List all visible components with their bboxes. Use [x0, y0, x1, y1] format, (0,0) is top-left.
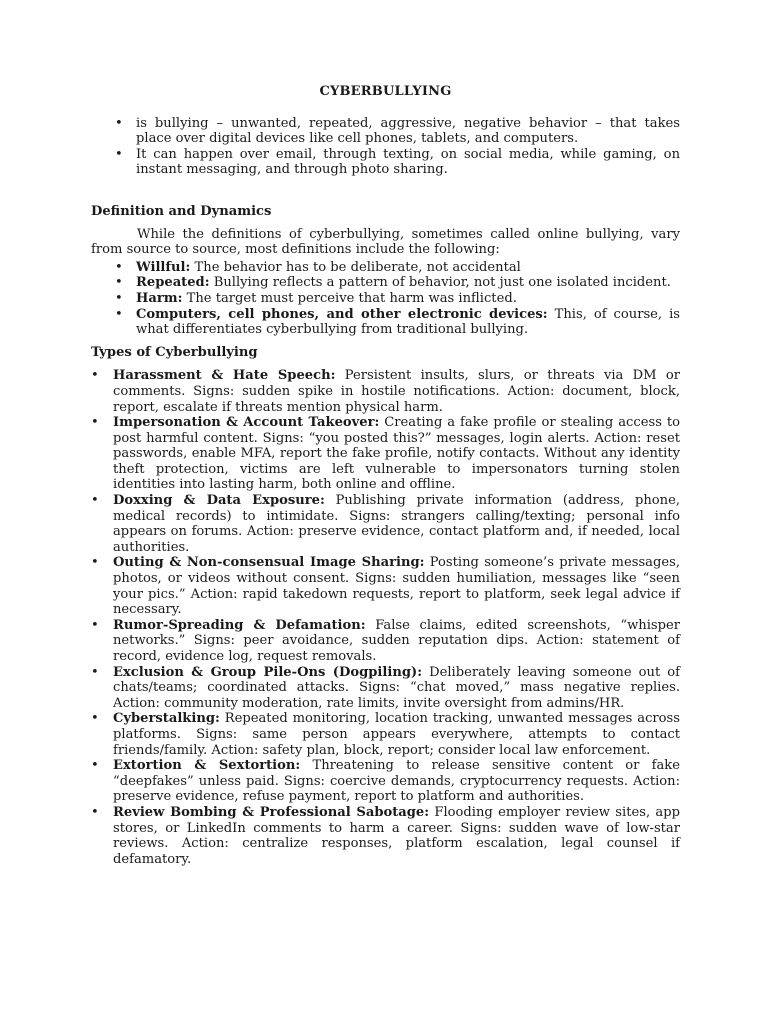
- type-term: Cyberstalking:: [113, 711, 220, 727]
- definition-term: Repeated:: [136, 275, 210, 291]
- type-item: [113, 415, 680, 493]
- definition-term: Harm:: [136, 290, 183, 306]
- intro-list: [91, 116, 680, 178]
- type-term: Outing & Non-consensual Image Sharing:: [113, 555, 425, 571]
- type-text: Publishing private information (address, phone, medical records) to intimidate. Signs: strangers calling/texting; personal info appears on forums. Action: preserve evidence, contact platform and, if needed, local authorities.: [113, 493, 680, 555]
- type-text: Creating a fake profile or stealing access to post harmful content. Signs: “you posted this?” messages, login alerts. Action: reset passwords, enable MFA, report the fake profile, notify contacts. Without any identity theft protection, victims are left vulnerable to impersonators turning stolen identities into lasting harm, both online and offline.: [113, 415, 681, 493]
- definition-term: Willful:: [136, 259, 191, 275]
- type-text: False claims, edited screenshots, “whisper networks.” Signs: peer avoidance, sudden reputation dips. Action: statement of record, evidence log, request removals.: [113, 617, 681, 664]
- type-item: [113, 618, 680, 665]
- definition-item: [136, 291, 680, 307]
- intro-item: • is bullying – unwanted, repeated, aggressive, negative behavior – that takes place over digital devices like cell phones, tablets, and computers.: [136, 116, 680, 147]
- type-term: Extortion & Sextortion:: [113, 758, 301, 774]
- type-item: [113, 493, 680, 555]
- type-term: Impersonation & Account Takeover:: [113, 415, 380, 431]
- type-term: Review Bombing & Professional Sabotage:: [113, 804, 430, 820]
- type-item: [113, 711, 680, 758]
- definition-text: This, of course, is what differentiates cyberbullying from traditional bullying.: [136, 306, 680, 338]
- type-term: Exclusion & Group Pile-Ons (Dogpiling):: [113, 664, 423, 680]
- document-title: CYBERBULLYING: [319, 84, 452, 99]
- definition-item: [136, 275, 680, 291]
- type-text: Threatening to release sensitive content or fake “deepfakes” unless paid. Signs: coercive demands, cryptocurrency requests. Action: preserve evidence, refuse payment, report to platform and authorities.: [113, 758, 680, 805]
- definition-item: [136, 260, 680, 276]
- type-term: Harassment & Hate Speech:: [113, 368, 336, 384]
- type-item: [113, 555, 680, 617]
- type-item: [113, 805, 680, 867]
- definition-text: The target must perceive that harm was inflicted.: [182, 290, 517, 306]
- type-term: Doxxing & Data Exposure:: [113, 493, 325, 509]
- definition-text: Bullying reflects a pattern of behavior, not just one isolated incident.: [209, 275, 671, 291]
- definition-item: [136, 307, 680, 338]
- intro-item: • It can happen over email, through texting, on social media, while gaming, on instant messaging, and through photo sharing.: [136, 147, 680, 178]
- types-list: [91, 368, 680, 867]
- definition-text: The behavior has to be deliberate, not accidental: [190, 259, 521, 275]
- types-heading: Types of Cyberbullying: [91, 344, 258, 360]
- type-item: [113, 758, 680, 805]
- definition-heading: Definition and Dynamics: [91, 203, 272, 219]
- type-text: Persistent insults, slurs, or threats via DM or comments. Signs: sudden spike in hostile notifications. Action: document, block, report, escalate if threats mention physical harm.: [113, 368, 680, 415]
- type-term: Rumor-Spreading & Defamation:: [113, 617, 366, 633]
- type-item: [113, 665, 680, 712]
- definition-paragraph: While the definitions of cyberbullying, sometimes called online bullying, vary from source to source, most definitions include the following:: [91, 226, 680, 258]
- definition-list: [91, 260, 680, 338]
- type-text: Repeated monitoring, location tracking, unwanted messages across platforms. Signs: same person appears everywhere, attempts to contact friends/family. Action: safety plan, block, report; consider local law enforcement.: [113, 711, 680, 758]
- type-item: [113, 368, 680, 415]
- type-text: Deliberately leaving someone out of chats/teams; coordinated attacks. Signs: “chat moved,” mass negative replies. Action: community moderation, rate limits, invite oversight from admins/HR.: [113, 664, 680, 711]
- type-text: Flooding employer review sites, app stores, or LinkedIn comments to harm a career. Signs: sudden wave of low-star reviews. Action: centralize responses, platform escalation, legal counsel if defamatory.: [113, 804, 680, 867]
- type-text: Posting someone’s private messages, photos, or videos without consent. Signs: sudden humiliation, messages like “seen your pics.” Action: rapid takedown requests, report to platform, seek legal advice if necessary.: [113, 555, 680, 618]
- definition-term: Computers, cell phones, and other electronic devices:: [136, 306, 548, 322]
